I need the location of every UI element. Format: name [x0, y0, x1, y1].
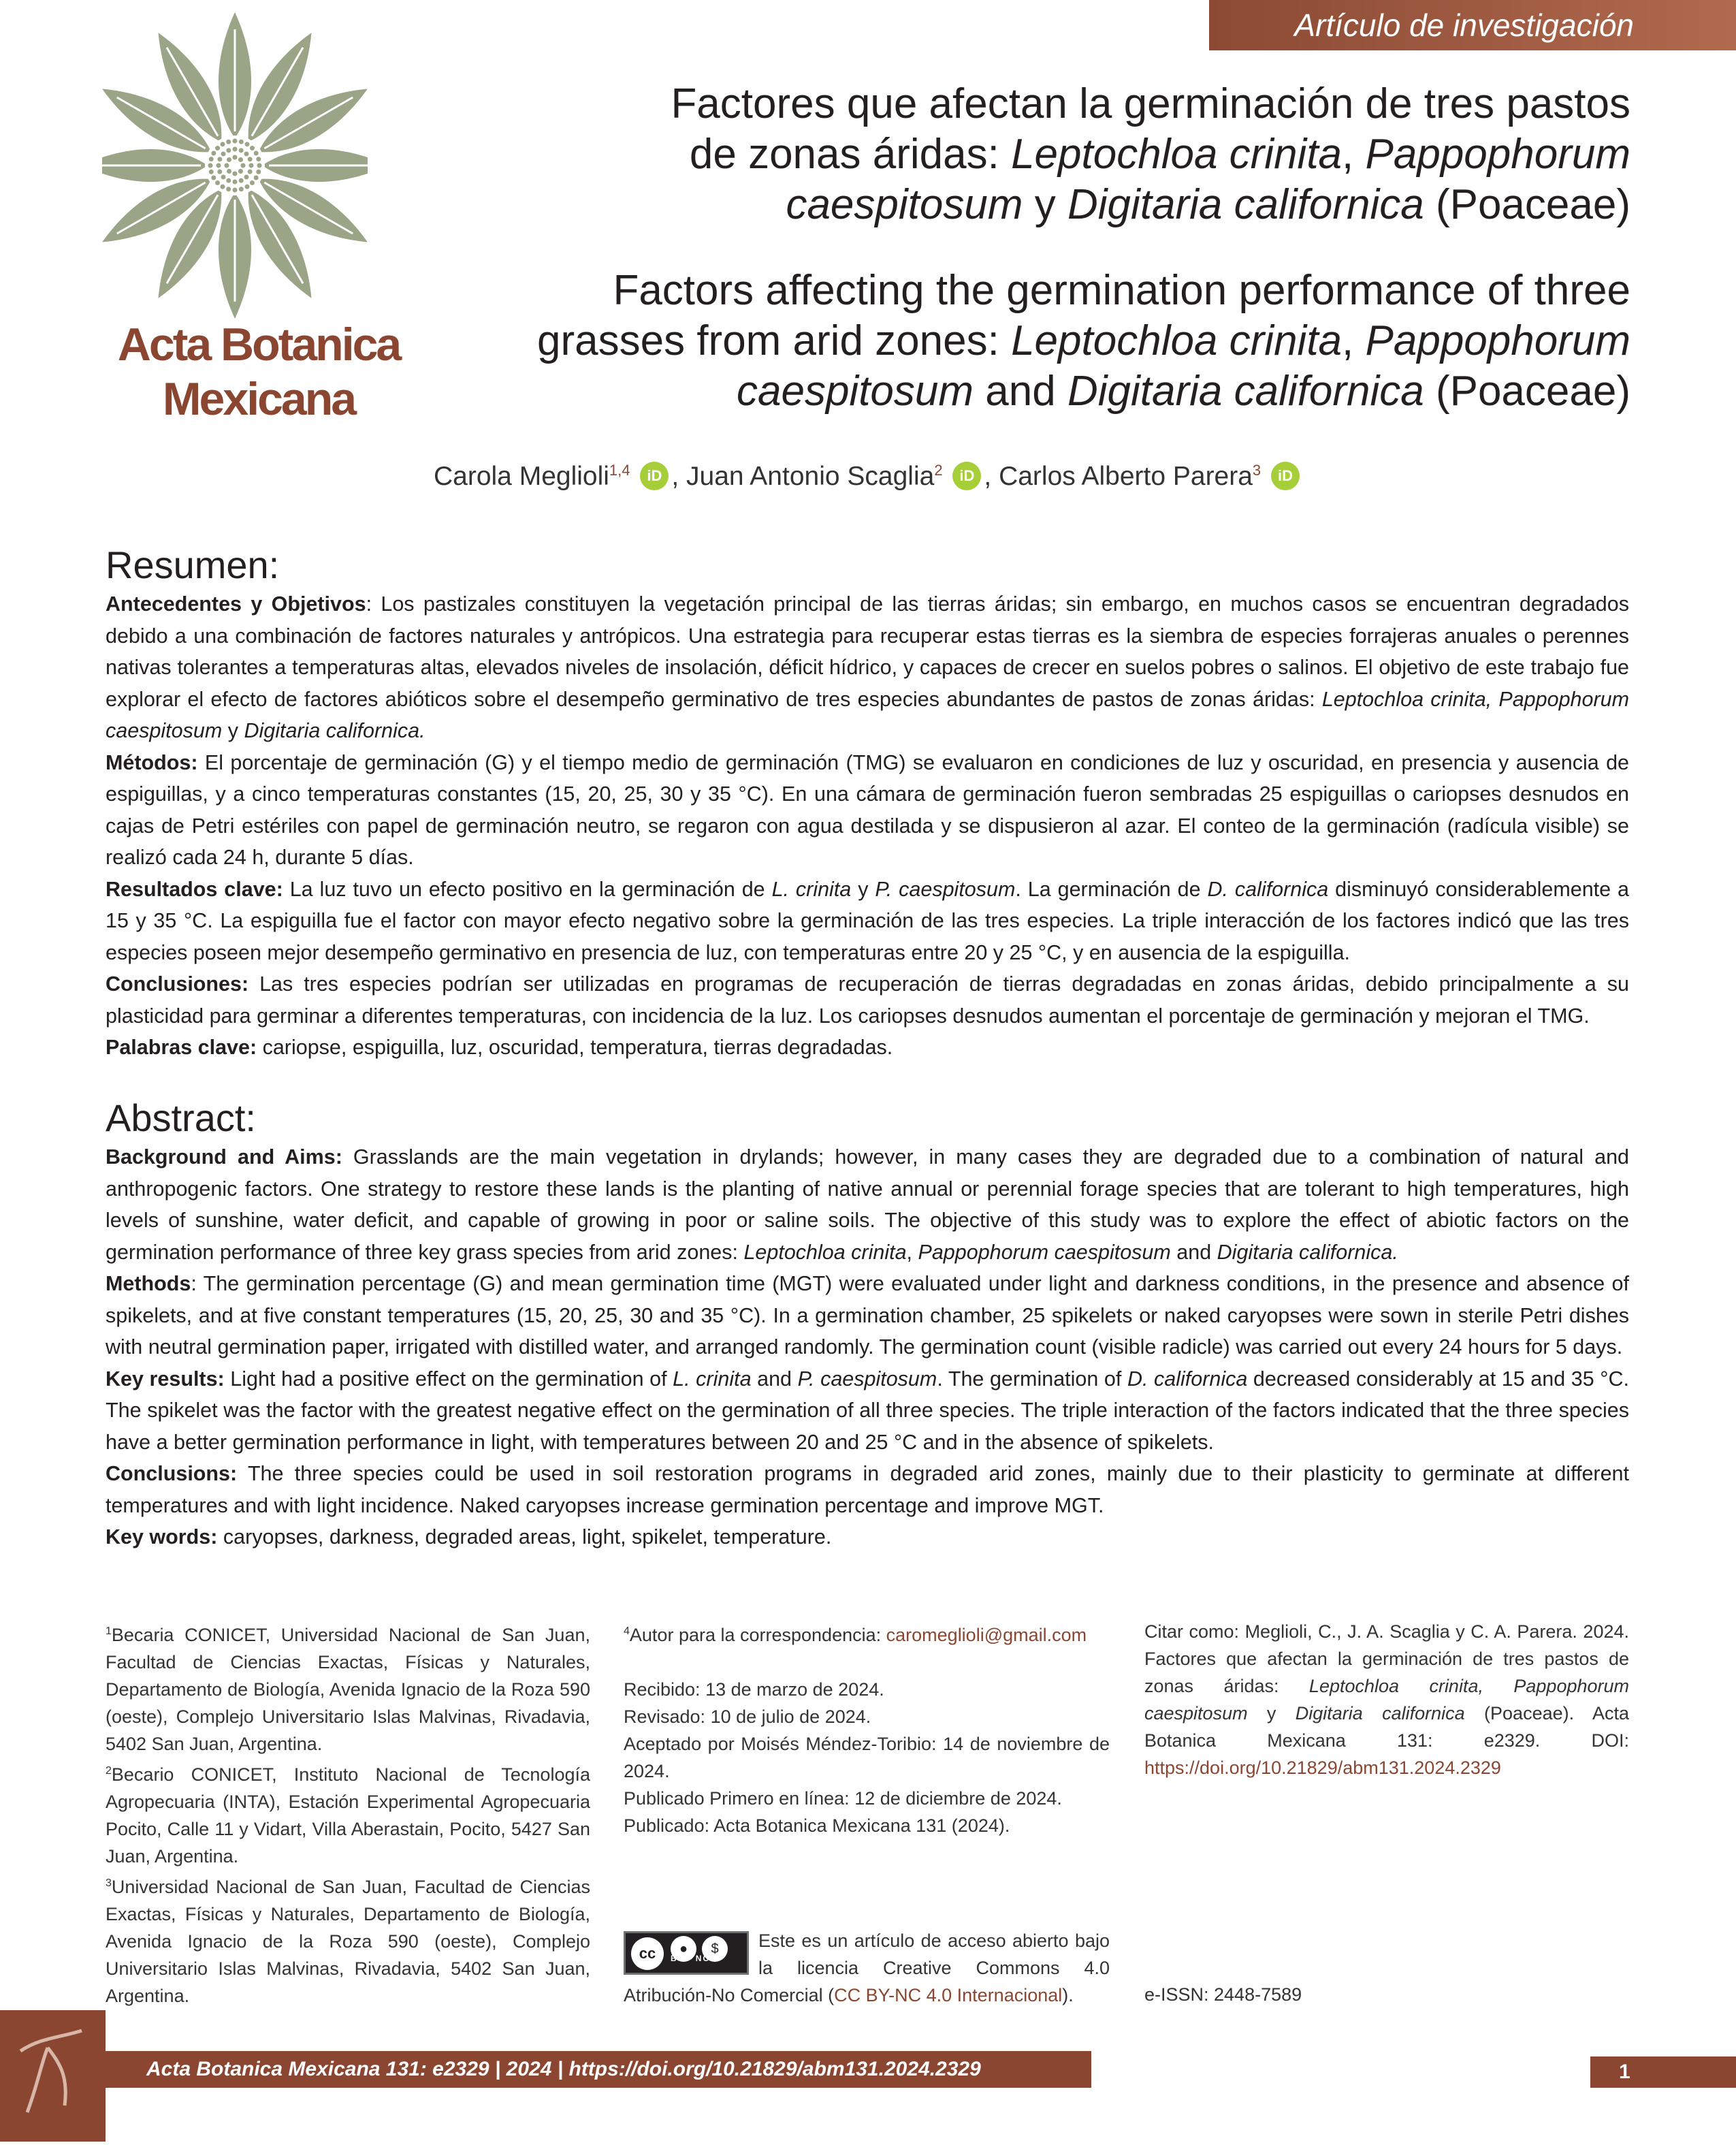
author-name: , Juan Antonio Scaglia [671, 462, 935, 491]
text: Las tres especies podrían ser utilizadas en programas de recuperación de tierras degradadas en zonas áridas, debido principalmente a su plasticidad para germinar a diferentes temperaturas, con incidencia de la luz. Los cariopses desnudos aumentan el porcentaje de germinación y mejoran el TMG. [106, 972, 1629, 1028]
date-published: Publicado: Acta Botanica Mexicana 131 (2024). [624, 1815, 1010, 1836]
author-list [0, 462, 1736, 492]
text: : The germination percentage (G) and mean germination time (MGT) were evaluated under light and darkness conditions, in the presence and absence of spikelets, and at five constant temperatures (15, 20, 25, 30 and 35 °C). In a germination chamber, 25 spikelets or naked caryopses were sown in sterile Petri dishes with neutral germination paper, irrigated with distilled water, and arranged randomly. The germination count (visible radicle) was carried out every 24 hours for 5 days. [106, 1272, 1629, 1358]
logo-center-dot [233, 172, 238, 176]
citation-species: Leptochloa crinita, Pappophorum caespitosum [1144, 1676, 1630, 1723]
logo-center-dot [239, 187, 244, 191]
logo-center-dot [233, 139, 238, 144]
logo-center-dot [250, 146, 255, 150]
logo-center-dot [226, 148, 231, 153]
logo-center-dot [256, 157, 261, 161]
author-affiliation-sup: 3 [1252, 462, 1261, 479]
text: cariopse, espiguilla, luz, oscuridad, temperatura, tierras degradadas. [257, 1036, 893, 1059]
logo-center-dot [211, 151, 216, 156]
species: Leptochloa crinita [743, 1240, 907, 1264]
text: y [222, 719, 244, 742]
logo-center-dot [233, 188, 238, 193]
logo-center-dot [254, 151, 259, 156]
logo-center-dot [217, 157, 222, 161]
logo-center-dot [208, 163, 213, 168]
text: . The germination of [937, 1367, 1127, 1391]
orcid-icon[interactable]: iD [952, 462, 981, 490]
title-en-text: , [1342, 317, 1366, 364]
citation-column [1144, 1618, 1629, 1781]
title-en-species: Leptochloa crinita [1011, 317, 1343, 364]
affiliation-2 [106, 1758, 590, 1870]
title-es-text: y [1023, 181, 1067, 228]
logo-center-dot [227, 157, 231, 162]
affiliations-column [106, 1618, 590, 2009]
logo-center-dot [216, 163, 221, 168]
logo-center-dot [211, 176, 216, 180]
title-es-species: Digitaria californica [1067, 181, 1424, 228]
cc-badge-label [671, 1945, 739, 1972]
text: and [1170, 1240, 1217, 1264]
title-es-text: de zonas áridas: [689, 131, 1012, 178]
resumen-conclusiones [106, 968, 1629, 1032]
text: caryopses, darkness, degraded areas, light, spikelet, temperature. [217, 1525, 832, 1548]
species: D. californica [1207, 877, 1329, 901]
resumen-section [106, 545, 1629, 1064]
journal-logo-line2: Mexicana [162, 373, 355, 425]
logo-center-dot [244, 152, 248, 157]
eissn: e-ISSN: 2448-7589 [1144, 1984, 1302, 2005]
logo-center-dot [245, 142, 250, 146]
species: Leptochloa crinita, Pappophorum caespitosum [106, 687, 1629, 742]
nc-icon: $ [702, 1936, 728, 1962]
label: Resultados clave: [106, 877, 283, 901]
title-en-species: Pappophorum [1365, 317, 1630, 364]
journal-logo-line1: Acta Botanica [117, 319, 400, 370]
abstract-key-results [106, 1363, 1629, 1459]
citation-species: Digitaria californica [1295, 1703, 1465, 1723]
label: Conclusiones: [106, 972, 249, 996]
text: , [906, 1240, 918, 1264]
abstract-conclusions [106, 1458, 1629, 1521]
affiliation-text: Universidad Nacional de San Juan, Facultad de Ciencias Exactas, Físicas y Naturales, Departamento de Biología, Avenida Ignacio de la Roza 590 (oeste), Complejo Universitario Islas Malvinas, Rivadavia, 5402 San Juan, Argentina. [106, 1877, 590, 2006]
species: L. crinita [673, 1367, 752, 1391]
title-es-species: Pappophorum [1365, 131, 1630, 178]
logo-center-dot [221, 142, 225, 146]
logo-center-dot [227, 169, 231, 174]
logo-center-dot [257, 163, 262, 168]
text: Grasslands are the main vegetation in drylands; however, in many cases they are degraded due to a combination of natural and anthropogenic factors. One strategy to restore these lands is the planting of native annual or perennial forage species that are tolerant to high temperatures, high levels of sunshine, water deficit, and capable of growing in poor or saline soils. The objective of this study was to explore the effect of abiotic factors on the germination performance of three key grass species from arid zones: [106, 1145, 1629, 1264]
resumen-antecedentes [106, 588, 1629, 747]
cc-badge-nc: NC [695, 1954, 711, 1963]
text: . La germinación de [1015, 877, 1208, 901]
section-tag: Artículo de investigación [1209, 0, 1736, 50]
title-en-text: (Poaceae) [1424, 368, 1630, 415]
text: and [751, 1367, 798, 1391]
species: Digitaria californica. [244, 719, 425, 742]
resumen-resultados [106, 874, 1629, 969]
logo-center-dot [248, 157, 253, 161]
date-accepted: Aceptado por Moisés Méndez-Toribio: 14 de noviembre de 2024. [624, 1734, 1110, 1781]
logo-center-dot [215, 146, 220, 150]
logo-center-dot [233, 147, 238, 152]
text: y [851, 877, 875, 901]
logo-center-dot [239, 148, 244, 153]
license-block [624, 1927, 1110, 2009]
text: Light had a positive effect on the germination of [224, 1367, 673, 1391]
author-affiliation-sup: 1,4 [609, 462, 630, 479]
species: Digitaria californica. [1217, 1240, 1398, 1264]
logo-center-dot [221, 185, 225, 189]
footer-corner [0, 2010, 106, 2142]
cc-badge-cc: cc [631, 1937, 664, 1970]
affiliation-text: Becaria CONICET, Universidad Nacional de San Juan, Facultad de Ciencias Exactas, Físicas y Naturales, Departamento de Biología, Avenida Ignacio de la Roza 590 (oeste), Complejo Universitario Islas Malvinas, Rivadavia, 5402 San Juan, Argentina. [106, 1625, 590, 1754]
label: Key words: [106, 1525, 218, 1548]
label: Antecedentes y Objetivos [106, 592, 366, 616]
text: decreased considerably at 15 and 35 °C. The spikelet was the factor with the greatest negative effect on the germination of all three species. The triple interaction of the factors indicated that the three species have a better germination performance in light, with temperatures between 20 and 25 °C and in the absence of spikelets. [106, 1367, 1629, 1454]
logo-center-dot [226, 140, 231, 144]
logo-center-dot [245, 185, 250, 189]
label: Conclusions: [106, 1462, 238, 1485]
correspondence-column [624, 1618, 1110, 1839]
label: Key results: [106, 1367, 225, 1391]
logo-center-dot [209, 170, 214, 174]
title-en-line1: Factors affecting the germination performance of three [613, 267, 1630, 314]
title-es-species: Leptochloa crinita [1011, 131, 1343, 178]
resumen-metodos [106, 747, 1629, 874]
logo-center-dot [225, 163, 229, 168]
title-english [337, 266, 1630, 417]
title-es-text: (Poaceae) [1424, 181, 1630, 228]
label: Methods [106, 1272, 191, 1295]
cc-badge-by: BY [671, 1954, 685, 1963]
logo-center-dot [256, 170, 261, 174]
citation-text: Citar como: Meglioli, C., J. A. Scaglia y C. A. Parera. 2024. Factores que afectan la germinación de tres pastos de zonas áridas: [1144, 1621, 1629, 1696]
date-online: Publicado Primero en línea: 12 de diciembre de 2024. [624, 1788, 1062, 1809]
license-text-post: ). [1062, 1985, 1074, 2005]
logo-center-dot [233, 155, 238, 160]
text: La luz tuvo un efecto positivo en la germinación de [283, 877, 772, 901]
title-en-species: caespitosum [736, 368, 974, 415]
abstract-heading: Abstract: [106, 1096, 256, 1139]
flower-logo-icon [102, 5, 368, 319]
email-link[interactable]: caromeglioli@gmail.com [886, 1625, 1087, 1645]
label: Métodos: [106, 750, 198, 774]
page-number: 1 [1590, 2056, 1736, 2088]
logo-center-dot [254, 176, 259, 180]
title-en-text: grasses from arid zones: [537, 317, 1012, 364]
author-name: Carola Meglioli [433, 462, 609, 491]
license-link[interactable]: CC BY-NC 4.0 Internacional [834, 1985, 1063, 2005]
species: D. californica [1127, 1367, 1248, 1391]
species: P. caespitosum [875, 877, 1016, 901]
resumen-palabras-clave [106, 1032, 1629, 1064]
abstract-section [106, 1098, 1629, 1553]
date-received: Recibido: 13 de marzo de 2024. [624, 1679, 884, 1700]
hummingbird-icon [0, 2010, 106, 2142]
title-spanish [337, 79, 1630, 230]
correspondence-sup: 4 [624, 1625, 630, 1637]
title-es-species: caespitosum [786, 181, 1023, 228]
logo-center-dot [217, 170, 222, 174]
correspondence-label: Autor para la correspondencia: [629, 1625, 886, 1645]
logo-center-dot [209, 157, 214, 161]
logo-center-dot [226, 178, 231, 183]
title-en-text: and [974, 368, 1067, 415]
logo-center-dot [221, 174, 226, 179]
date-revised: Revisado: 10 de julio de 2024. [624, 1706, 871, 1727]
abstract-background [106, 1141, 1629, 1268]
affiliation-sup: 2 [106, 1765, 112, 1777]
resumen-heading: Resumen: [106, 543, 280, 586]
affiliation-sup: 1 [106, 1625, 112, 1637]
citation [1144, 1618, 1629, 1781]
orcid-icon[interactable]: iD [640, 462, 669, 490]
species: Pappophorum caespitosum [918, 1240, 1171, 1264]
logo-center-dot [238, 169, 243, 174]
author-name: , Carlos Alberto Parera [984, 462, 1253, 491]
species: P. caespitosum [797, 1367, 937, 1391]
author-affiliation-sup: 2 [934, 462, 943, 479]
logo-center-dot [239, 140, 244, 144]
text: El porcentaje de germinación (G) y el tiempo medio de germinación (TMG) se evaluaron en condiciones de luz y oscuridad, en presencia y ausencia de espiguillas, y a cinco temperaturas constantes (15, 20, 25, 30 y 35 °C). En una cámara de germinación fueron sembradas 25 espiguillas o cariopses desnudos en cajas de Petri estériles con papel de germinación neutro, se regaron con agua destilada y se dispusieron al azar. El conteo de la germinación (radícula visible) se realizó cada 24 h, durante 5 días. [106, 750, 1629, 869]
title-es-line1: Factores que afectan la germinación de tres pastos [671, 80, 1630, 127]
logo-center-dot [249, 163, 254, 168]
logo-center-dot [238, 157, 243, 162]
logo-center-dot [221, 152, 226, 157]
affiliation-3 [106, 1870, 590, 2009]
license-text-pre: Este es un artículo de acceso abierto bajo la licencia Creative Commons 4.0 Atribución-No Comercial ( [624, 1930, 1110, 2005]
logo-center-dot [244, 174, 248, 179]
logo-center-dot [241, 163, 246, 168]
logo-center-dot [233, 180, 238, 185]
species: L. crinita [771, 877, 852, 901]
label: Background and Aims: [106, 1145, 342, 1169]
affiliation-1 [106, 1618, 590, 1758]
affiliation-sup: 3 [106, 1877, 112, 1889]
correspondence [624, 1618, 1110, 1649]
affiliation-text: Becario CONICET, Instituto Nacional de Tecnología Agropecuaria (INTA), Estación Experimental Agropecuaria Pocito, Calle 11 y Vidart, Villa Aberastain, Pocito, 5427 San Juan, Argentina. [106, 1764, 590, 1866]
orcid-icon[interactable]: iD [1271, 462, 1300, 490]
logo-center-dot [226, 187, 231, 191]
text: : Los pastizales constituyen la vegetación principal de las tierras áridas; sin embargo, en muchos casos se encuentran degradados debido a una combinación de factores naturales y antrópicos. Una estrategia para recuperar estas tierras es la siembra de especies forrajeras anuales o perennes nativas tolerantes a temperaturas altas, elevados niveles de insolación, déficit hídrico, y capaces de crecer en suelos pobres o salinos. El objetivo de este trabajo fue explorar el efecto de factores abióticos sobre el desempeño germinativo de tres especies abundantes de pastos de zonas áridas: [106, 592, 1629, 711]
citation-text: y [1247, 1703, 1296, 1723]
cc-by-nc-icon[interactable] [624, 1931, 749, 1975]
text: The three species could be used in soil restoration programs in degraded arid zones, mainly due to their plasticity to germinate at different temperatures and with light incidence. Naked caryopses increase germination percentage and improve MGT. [106, 1462, 1629, 1517]
title-es-text: , [1342, 131, 1366, 178]
logo-center-dot [239, 178, 244, 183]
abstract-methods [106, 1268, 1629, 1363]
doi-link[interactable]: https://doi.org/10.21829/abm131.2024.2329 [1144, 1758, 1501, 1778]
logo-center-dot [250, 180, 255, 185]
logo-center-dot [248, 170, 253, 174]
by-icon: ● [671, 1936, 696, 1962]
logo-center-dot [215, 180, 220, 185]
label: Palabras clave: [106, 1036, 257, 1059]
abstract-keywords [106, 1521, 1629, 1553]
title-en-species: Digitaria californica [1067, 368, 1424, 415]
citation-text: (Poaceae). Acta Botanica Mexicana 131: e2329. DOI: [1144, 1703, 1629, 1751]
text: disminuyó considerablemente a 15 y 35 °C. La espiguilla fue el factor con mayor efecto negativo sobre la germinación de las tres especies. La triple interacción de los factores indicó que las tres especies poseen mejor desempeño germinativo en presencia de luz, con temperaturas entre 20 y 25 °C, y en ausencia de la espiguilla. [106, 877, 1629, 964]
footer-bar: Acta Botanica Mexicana 131: e2329 | 2024 | https://doi.org/10.21829/abm131.2024.2329 [106, 2051, 1091, 2088]
